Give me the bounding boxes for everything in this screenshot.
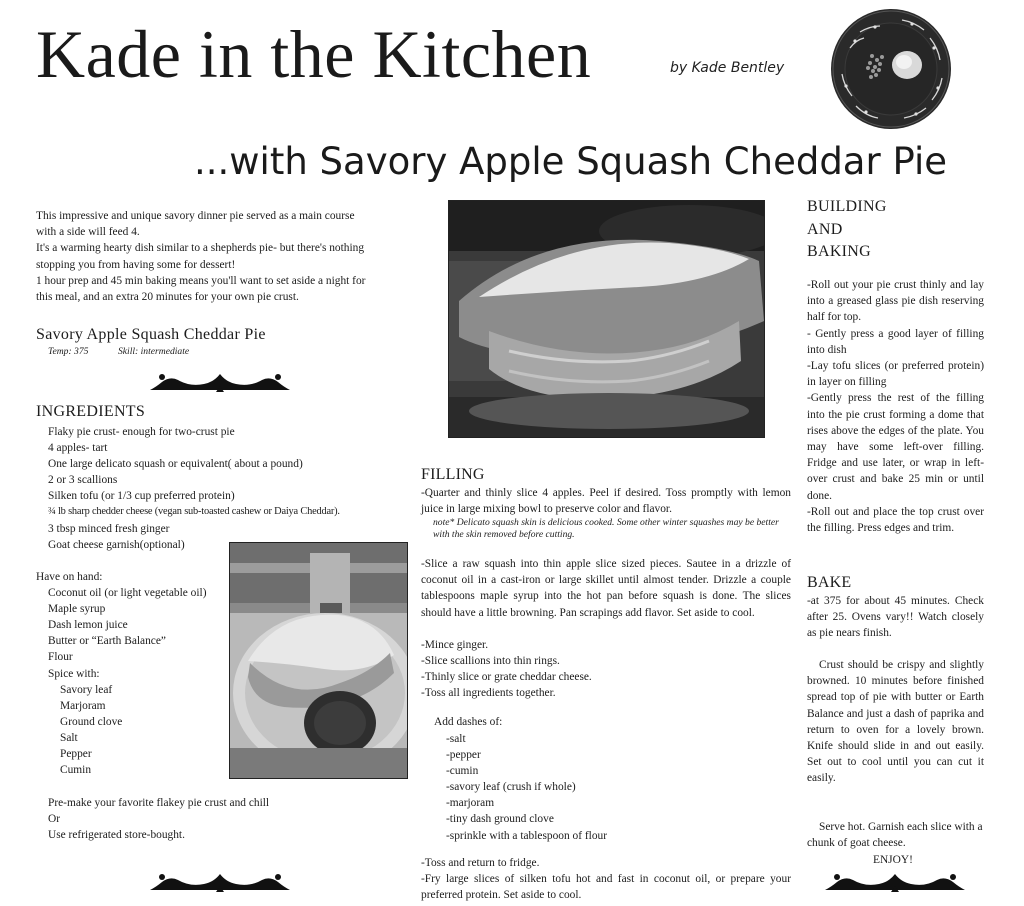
masthead-title: Kade in the Kitchen bbox=[36, 16, 592, 92]
on-hand-item: Maple syrup bbox=[48, 603, 106, 616]
plate-illustration bbox=[830, 8, 952, 130]
ingredients-list bbox=[48, 424, 340, 553]
filling-steps bbox=[421, 637, 592, 701]
on-hand-item: Dash lemon juice bbox=[48, 619, 128, 632]
bake-step: Crust should be crispy and slightly browned. 10 minutes before finished spread top of pie with butter or Earth Balance and just a dash of paprika and return to oven for a lovely brown. Knife should slide in and out easily. Set out to cool until you can cut it easily. bbox=[807, 659, 984, 785]
dash-item: -savory leaf (crush if whole) bbox=[446, 781, 576, 794]
building-heading bbox=[807, 196, 887, 264]
ingredient-item: One large delicato squash or equivalent( about a pound) bbox=[48, 458, 303, 471]
building-step: -Lay tofu slices (or preferred protein) in layer on filling bbox=[807, 360, 984, 389]
building-heading-line: BAKING bbox=[807, 243, 872, 260]
intro-line: stopping you from having some for dessert! bbox=[36, 258, 236, 271]
pie-photo-large bbox=[448, 200, 765, 438]
ingredient-item: ¾ lb sharp chedder cheese (vegan sub-toasted cashew or Daiya Cheddar). bbox=[48, 506, 340, 518]
filling-step: -Quarter and thinly slice 4 apples. Peel if desired. Toss promptly with lemon juice in large mixing bowl to preserve color and flavor. bbox=[421, 487, 791, 516]
dash-item: -tiny dash ground clove bbox=[446, 813, 554, 826]
ingredient-item: 4 apples- tart bbox=[48, 442, 108, 455]
filling-step: -Slice a raw squash into thin apple slice sized pieces. Sautee in a drizzle of coconut oil in a cast-iron or large skillet until almost tender. Drizzle a couple tablespoons maple syrup into the hot pan before squash is done. The slices should have a little browning. Pan scrapings add flavor. Set aside to cool. bbox=[421, 558, 791, 619]
dash-item: -sprinkle with a tablespoon of flour bbox=[446, 829, 608, 842]
enjoy-text: ENJOY! bbox=[873, 854, 913, 866]
building-step: -Roll out and place the top crust over the filling. Press edges and trim. bbox=[807, 505, 984, 535]
intro-line: It's a warming hearty dish similar to a shepherds pie- but there's nothing bbox=[36, 242, 365, 255]
building-heading-line: AND bbox=[807, 220, 843, 238]
recipe-title: Savory Apple Squash Cheddar Pie bbox=[36, 326, 266, 343]
ingredient-item: Silken tofu (or 1/3 cup preferred protein) bbox=[48, 490, 235, 503]
intro-line: with a side will feed 4. bbox=[36, 226, 140, 239]
intro-line: this meal, and an extra 20 minutes for your own pie crust. bbox=[36, 291, 299, 304]
filling-step: -Thinly slice or grate cheddar cheese. bbox=[421, 671, 592, 684]
on-hand-item: Spice with: bbox=[48, 667, 100, 680]
spice-item: Pepper bbox=[60, 748, 92, 761]
recipe-skill: Skill: intermediate bbox=[118, 346, 190, 357]
spice-item: Savory leaf bbox=[60, 683, 113, 696]
intro-block bbox=[36, 208, 412, 305]
on-hand-item: Butter or “Earth Balance” bbox=[48, 635, 166, 648]
spice-item: Ground clove bbox=[60, 715, 123, 728]
crust-note-line: Or bbox=[48, 813, 61, 826]
dashes-list bbox=[446, 731, 607, 844]
filling-step: -Toss all ingredients together. bbox=[421, 687, 556, 700]
crust-note-line: Pre-make your favorite flakey pie crust and chill bbox=[48, 797, 270, 809]
squash-note: note* Delicato squash skin is delicious cooked. Some other winter squashes may be better with the skin removed before cutting. bbox=[433, 517, 779, 540]
recipe-temp: Temp: 375 bbox=[48, 346, 89, 357]
dash-item: -cumin bbox=[446, 765, 479, 778]
flourish-ornament bbox=[150, 370, 290, 394]
ingredients-heading: INGREDIENTS bbox=[36, 403, 146, 420]
filling-step: -Mince ginger. bbox=[421, 639, 489, 651]
spice-item: Cumin bbox=[60, 764, 92, 777]
building-heading-line: BUILDING bbox=[807, 198, 887, 215]
dashes-heading: Add dashes of: bbox=[434, 716, 503, 728]
on-hand-item: Flour bbox=[48, 651, 73, 664]
building-step: -Roll out your pie crust thinly and lay into a greased glass pie dish reserving half for top. bbox=[807, 279, 984, 324]
filling-heading: FILLING bbox=[421, 466, 485, 483]
flourish-ornament bbox=[825, 870, 965, 894]
dash-item: -marjoram bbox=[446, 797, 495, 810]
intro-line: 1 hour prep and 45 min baking means you'll want to set aside a night for bbox=[36, 274, 366, 287]
filling-step: -Toss and return to fridge. bbox=[421, 857, 540, 869]
bake-heading: BAKE bbox=[807, 574, 852, 591]
byline: by Kade Bentley bbox=[670, 60, 785, 76]
crust-note-line: Use refrigerated store-bought. bbox=[48, 829, 185, 842]
serve-note: Serve hot. Garnish each slice with a chunk of goat cheese. bbox=[807, 821, 983, 850]
building-steps bbox=[807, 277, 984, 536]
spice-item: Salt bbox=[60, 731, 78, 744]
on-hand-heading: Have on hand: bbox=[36, 571, 103, 583]
dash-item: -pepper bbox=[446, 749, 481, 762]
bake-step: -at 375 for about 45 minutes. Check after 25. Ovens vary!! Watch closely as pie nears finish. bbox=[807, 595, 984, 640]
ingredient-item: 2 or 3 scallions bbox=[48, 474, 118, 487]
headline: ...with Savory Apple Squash Cheddar Pie bbox=[194, 140, 947, 183]
on-hand-item: Coconut oil (or light vegetable oil) bbox=[48, 587, 207, 600]
intro-line: This impressive and unique savory dinner pie served as a main course bbox=[36, 210, 355, 222]
building-step: - Gently press a good layer of filling into dish bbox=[807, 327, 984, 356]
building-step: -Gently press the rest of the filling into the pie crust forming a dome that rises above the edges of the plate. You may have some left-over filling. Fridge and use later, or wrap in left-over crust and bake 25 min or until done. bbox=[807, 392, 984, 502]
filling-step: -Slice scallions into thin rings. bbox=[421, 655, 560, 668]
dash-item: -salt bbox=[446, 733, 466, 745]
ingredient-item: Goat cheese garnish(optional) bbox=[48, 538, 185, 551]
ingredient-item: Flaky pie crust- enough for two-crust pie bbox=[48, 426, 235, 438]
ingredient-item: 3 tbsp minced fresh ginger bbox=[48, 522, 170, 535]
spice-item: Marjoram bbox=[60, 699, 106, 712]
crust-note bbox=[48, 795, 269, 843]
flourish-ornament bbox=[150, 870, 290, 894]
pie-photo-small bbox=[229, 542, 408, 779]
filling-step: -Fry large slices of silken tofu hot and fast in coconut oil, or prepare your preferred protein. Set aside to cool. bbox=[421, 873, 791, 902]
on-hand-list bbox=[36, 569, 207, 778]
